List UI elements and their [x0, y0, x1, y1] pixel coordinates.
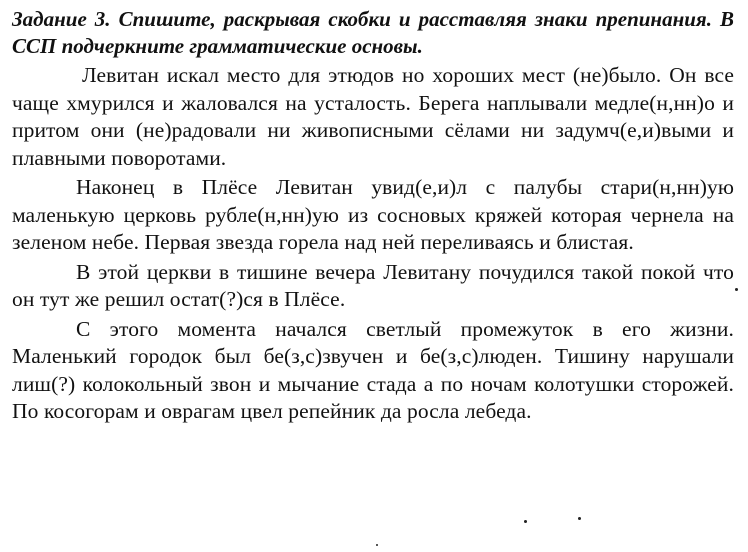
task-instruction: Спишите, раскрывая скобки и расставляя знаки препинания. В ССП подчеркните грамматические основы. — [12, 7, 735, 58]
paragraph-1: Левитан искал место для этюдов но хороших мест (не)было. Он все чаще хмурился и жаловался на усталость. Берега наплывали медле(н,нн)о и притом они (не)радовали ни живописными сёлами ни задумч(е,и)выми и плавными поворотами. — [12, 63, 734, 170]
task-heading — [12, 6, 734, 60]
paragraph-2: Наконец в Плёсе Левитан увид(е,и)л с палубы стари(н,нн)ую маленькую церковь рубле(н,нн)ую из сосновых кряжей которая чернела на зеленом небе. Первая звезда горела над ней переливаясь и блистая. — [12, 175, 734, 254]
task-label: Задание 3. — [12, 7, 111, 31]
scan-speck — [578, 517, 581, 520]
scan-speck — [735, 288, 738, 291]
paragraph-4: С этого момента начался светлый промежуток в его жизни. Маленький городок был бе(з,с)звучен и бе(з,с)люден. Тишину нарушали лиш(?) колокольный звон и мычание стада а по ночам колотушки сторожей. По косогорам и оврагам цвел репейник да росла лебеда. — [12, 316, 734, 423]
scan-speck — [524, 520, 527, 523]
scan-speck — [376, 544, 378, 546]
paragraph-3: В этой церкви в тишине вечера Левитану почудился такой покой что он тут же решил остат(?)ся в Плёсе. — [12, 259, 734, 311]
